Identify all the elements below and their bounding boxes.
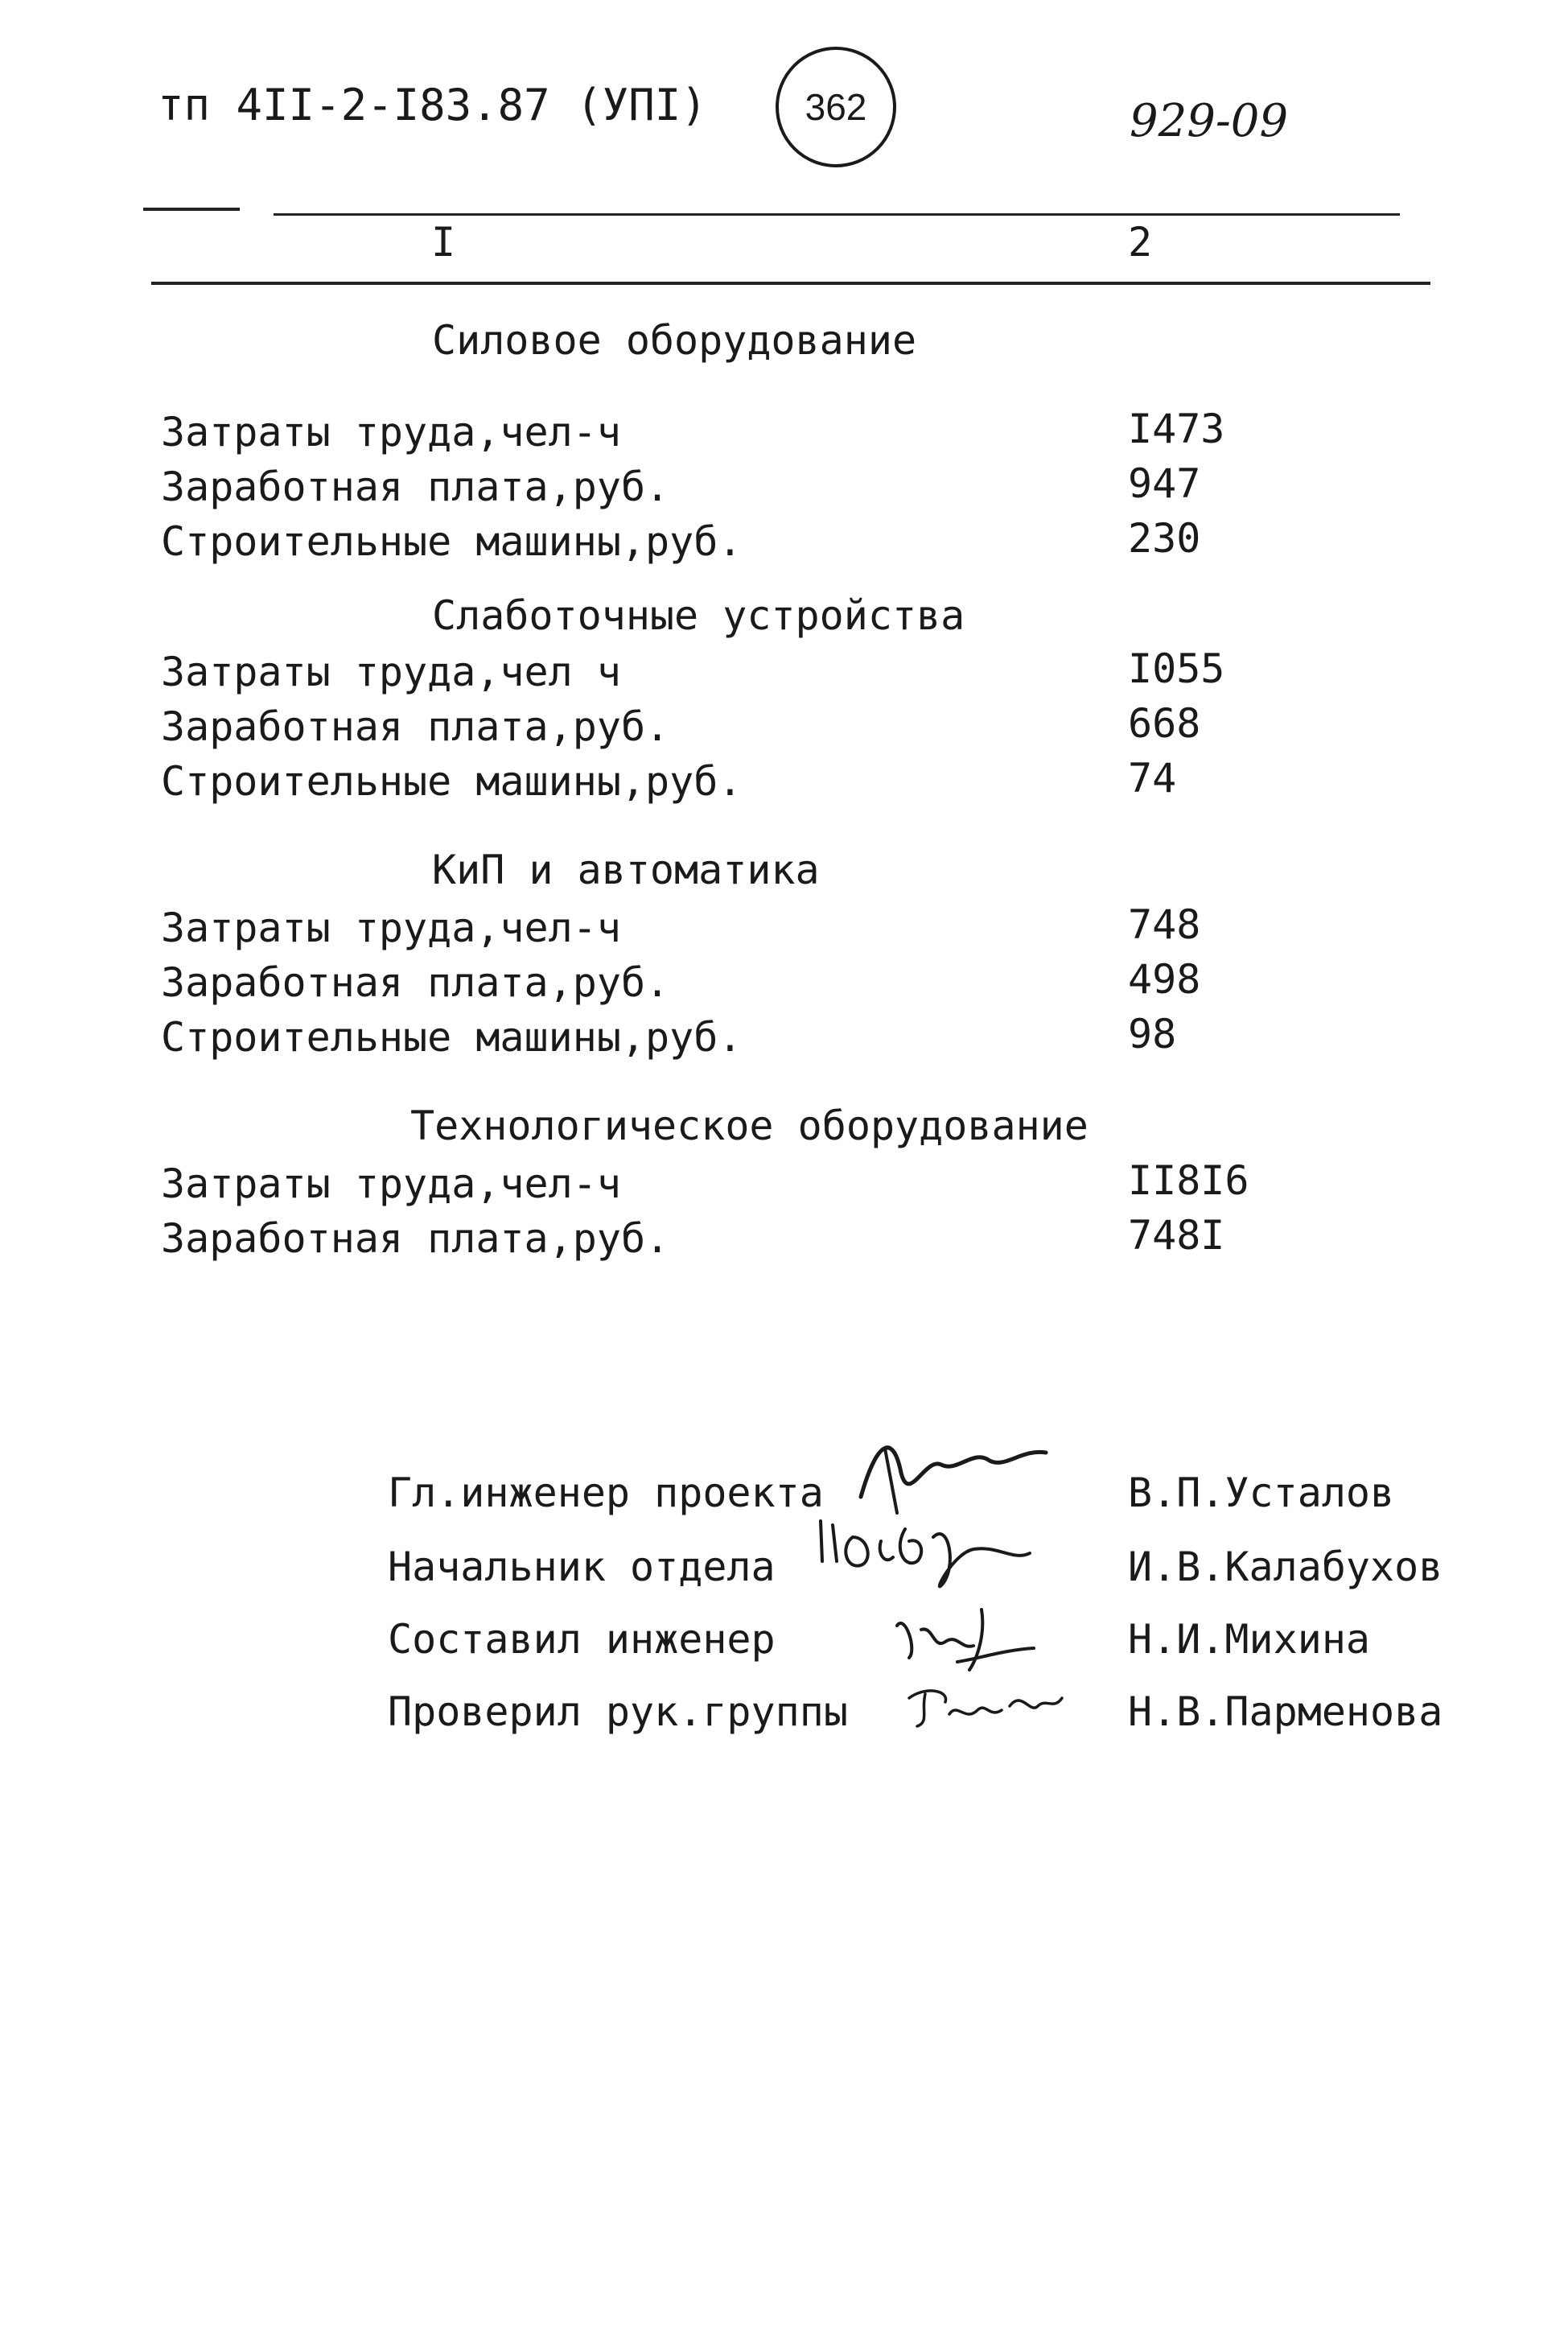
signature-name: И.В.Калабухов (1128, 1544, 1443, 1590)
row-value: 748I (1128, 1212, 1225, 1259)
row-label: Заработная плата,руб. (161, 959, 670, 1006)
row-value: 668 (1128, 700, 1201, 747)
row-label: Заработная плата,руб. (161, 464, 670, 510)
row-value: II8I6 (1128, 1157, 1249, 1204)
row-value: 748 (1128, 901, 1201, 948)
signature-role: Проверил рук.группы (388, 1688, 848, 1735)
signature-name: В.П.Усталов (1128, 1470, 1395, 1516)
row-label: Строительные машины,руб. (161, 758, 743, 805)
section-title: КиП и автоматика (432, 847, 820, 893)
row-value: 74 (1128, 755, 1177, 802)
top-rule (274, 213, 1400, 216)
column-header-1: I (431, 219, 456, 266)
signature-scribble-2 (813, 1505, 1046, 1601)
row-label: Затраты труда,чел-ч (161, 409, 621, 455)
row-label: Затраты труда,чел-ч (161, 905, 621, 951)
header-bottom-rule (151, 282, 1430, 285)
top-rule-dashed (143, 208, 240, 211)
row-label: Заработная плата,руб. (161, 703, 670, 750)
signature-role: Составил инженер (388, 1616, 776, 1663)
signature-name: Н.И.Михина (1128, 1616, 1371, 1663)
page-number: 362 (805, 86, 867, 128)
section-title: Силовое оборудование (432, 317, 917, 364)
signature-role: Гл.инженер проекта (388, 1470, 824, 1516)
row-value: 498 (1128, 956, 1201, 1003)
row-value: 98 (1128, 1011, 1177, 1057)
document-code: тп 4II-2-I83.87 (УПI) (158, 80, 707, 130)
signature-scribble-3 (885, 1601, 1046, 1682)
row-label: Затраты труда,чел-ч (161, 1160, 621, 1207)
section-title: Слаботочные устройства (432, 592, 965, 639)
row-label: Затраты труда,чел ч (161, 649, 621, 695)
row-value: I473 (1128, 406, 1225, 452)
signature-scribble-4 (901, 1674, 1070, 1746)
signature-name: Н.В.Парменова (1128, 1688, 1443, 1735)
row-label: Строительные машины,руб. (161, 1014, 743, 1061)
row-value: I055 (1128, 645, 1225, 692)
row-label: Строительные машины,руб. (161, 518, 743, 565)
row-label: Заработная плата,руб. (161, 1215, 670, 1262)
signature-role: Начальник отдела (388, 1544, 776, 1590)
column-header-2: 2 (1128, 219, 1153, 266)
sheet-number: 929-09 (1130, 95, 1289, 147)
row-value: 947 (1128, 460, 1201, 507)
row-value: 230 (1128, 515, 1201, 562)
page-number-circle (776, 47, 896, 167)
section-title: Технологическое оборудование (410, 1103, 1089, 1149)
